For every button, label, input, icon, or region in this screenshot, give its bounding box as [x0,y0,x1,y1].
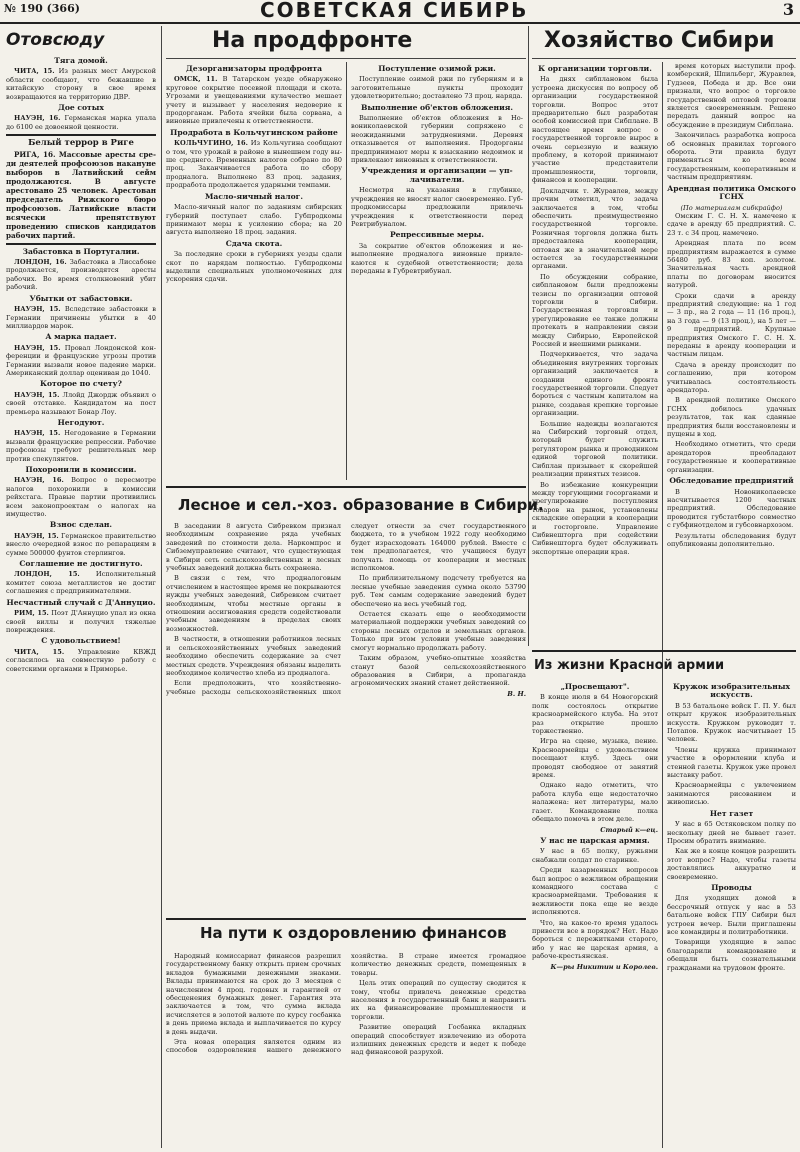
news-item: Забастовка в Португалии. ЛОНДОН, 16. Забастовка в Лиссабоне продолжается, производятся аресты рабочих. Во время столкновений убит рабочий. [6,246,156,292]
lesnoe-title: Лесное и сел.-хоз. образование в Сибири. [178,496,544,514]
news-item: Соглашение не достигнуто. ЛОНДОН, 15. Исполнительный комитет союза металлистов не достиг соглашения с предпринимателями. [6,559,156,596]
armiya-column: „Просвещают". В конце июля в 64 Новогорский полк состоялось открытие красноармейского клуба. На этот раз открытие прошло торжественно. Игра на сцене, музыка, пение. Красноармейцы с удовольствием посещают клуб. Здесь они проводят свободное от занятий время. Однако надо отметить, что работа клуба еще недостаточно налажена: нет литературы, мало газет. Командование полка обещало помочь в этом деле. Старый к—ец. У нас не царская армия. У нас в 65 полку, ружьями снабжали солдат по старинке. Среди казарменных вопросов был вопрос о вежливом обращении командного состава с красноармейцами. Требования к вежливости пока еще не везде исполняются. Что, на какое-то время удалось привести все в порядок? Нет. Надо бороться с пережитками старого, ибо у нас не царская армия, а рабоче-крестьянская. К—ры Никитин и Королев. [532,682,658,971]
news-item: Негодуют. НАУЭН, 15. Негодование в Германии вызвали французские репрессии. Рабочие профсоюзы требуют решительных мер против спекулянтов. [6,417,156,463]
news-item: Несчастный случай с Д'Аннуцио. РИМ, 15. Поэт Д'Аннуцио упал из окна своей виллы и получил тяжелые повреждения. [6,597,156,634]
khozyaistvo-title: Хозяйство Сибири [544,28,775,53]
arenda-column: время которых выступили проф. комберский, Шпильберг, Журавлев, Гудзеев, Победа и др. Все они признали, что вопрос о торговле государственной оптовой торговли является своевременным. Решено передать данный вопрос на обсуждение в президиум Сибплана. Закончилась разработка вопроса об основных правилах торгового оборота. Эти правила будут применяться ко всем государственным, кооперативным и частным предприятиям. Арендная политика Омского ГСНХ (По материалам сибкрайфо) Омским Г. С. Н. Х. намечено к сдаче в аренду 65 предприятий. С. 23 т. с 34 проц. намечено. Арендная плата по всем предприятиям выражается в сумме 56480 руб. 83 коп. золотом. Значительная часть арендной платы по договорам вносится натурой. Сроки сдачи в аренду предприятий следующие: на 1 год — 3 пр., на 2 года — 11 (16 проц.), на 3 года — 9 (13 проц.), на 5 лет — 9 предприятий. Крупные предприятия Омского Г. С. Н. Х. переданы в аренду кооперации и частным лицам. Сдача в аренду происходит по соглашению, при котором учитывалась состоятельность арендатора. В арендной политике Омского ГСНХ добилось удачных результатов, так как сданные предприятия были восстановлены и пущены в ход. Необходимо отметить, что среди арендаторов преобладают государственные и кооперативные организации. Обследование предприятий В Новониколаевске насчитывается 1200 частных предприятий. Обследование проводится губстатбюро совместно с губфинотделом и губсовнархозом. Результаты обследования будут опубликованы дополнительно. [667,62,796,548]
prodfront-column: Дезорганизаторы продфронта ОМСК, 11. В Татарском уезде обнаружено круговое сокрытие посевной площади и скота. Угрозами и увещеваниями кулачество мешает учету и вызывает у населения недоверие к продорганам. Работа ячейки была сорвана, а виновные привлечены к ответственности. Продработа в Кольчугинском районе КОЛЬЧУГИНО, 16. Из Кольчугина сообщают о том, что урожай в районе в нынешнем году выше среднего. Временных налогов собрано по 80 проц. Заканчивается работа по сбору продналога. Выполнено 83 проц. задания, продработа продолжается ударными темпами. Масло-яичный налог. Масло-яичный налог по заданиям сибирских губерний поступает слабо. Губпродкомы принимают меры к усилению сбора; на 20 августа выполнено 18 проц. задания. Сдача скота. За последние сроки в губерниях уезды сдали скот по нарядам полностью. Губпродкомы выделили специальных уполномоченных для ускорения сдачи. [166,64,342,284]
finansy-column: Народный комиссариат финансов разрешил государственному банку открыть прием срочных вкладов бумажными денежными знаками. Вклады принимаются на срок до 3 месяцев с начислением 4 проц. годовых и гарантией от обесценения бумажных денег. Гарантия эта заключается в том, что сумма вклада исчисляется в золотой валюте по курсу госбанка в день приема вклада и выплачивается по курсу в день выдачи. Эта новая операция является одним из способов оздоровления нашего денежного хозяйства. В стране имеется громадное количество денежных средств, помещенных в товары. Цель этих операций по существу сводится к тому, чтобы привлечь денежные средства населения в государственный банк и направить их на финансирование промышленности и торговли. Развитие операций Госбанка вкладных операций способствует извлечению из оборота излишних денежных средств и ведет к победе над финансовой разрухой. [166,952,526,1057]
news-item: С удовольствием! ЧИТА, 15. Управление КВЖД согласилось на совместную работу с советскими органами в Приморье. [6,636,156,673]
lesnoe-signature: В. Н. [507,689,526,698]
newspaper-title: СОВЕТСКАЯ СИБИРЬ [260,0,529,22]
news-item: Белый террор в Риге РИГА, 16. Массовые аресты среди деятелей профсоюзов накануне выборов в Латвийский сейм продолжаются. В августе арестовано 25 человек. Арестован председатель Рижского бюро профсоюзов. Латвийские власти всячески препятствуют проведению списков кандидатов рабочих партий. [6,138,156,240]
kruzhok-column: Кружок изобразительных искусств. В 53 батальоне войск Г. П. У. был открыт кружок изобразительных искусств. Кружком руководит т. Потапов. Кружок насчитывает 15 человек. Члены кружка принимают участие в оформлении клуба и стенной газеты. Кружок уже провел выставку работ. Красноармейцы с увлечением занимаются рисованием и живописью. Нет газет У нас в 65 Остяковском полку по нескольку дней не бывает газет. Просим обратить внимание. Как же в конце концов разрешить этот вопрос? Надо, чтобы газеты доставлялись аккуратно и своевременно. Проводы Для уходящих домой в бессрочный отпуск у нас в 53 батальоне войск ГПУ Сибири был устроен вечер. Были приглашены все командиры и политработники. Товарищи уходящие в запас благодарили командование и обещали быть сознательными гражданами на трудовом фронте. [667,682,796,972]
news-item: Дое сотых НАУЭН, 16. Германская марка упала до 6100 ее довоенной ценности. [6,103,156,131]
rozh-column: Поступление озимой ржи. Поступление озимой ржи по губерниям и в заготовительные пункты проходит удовлетворительно; доставлено 73 проц. наряда. Выполнение об'ектов обложения. Выполнение об'ектов обложения в Новониколаевской губернии сопряжено с неожиданными затруднениями. Деревня отказывается от выполнения. Продорганы предпринимают меры к взысканию недоимок и привлекают виновных к ответственности. Учреждения и организации — уплачиватели. Несмотря на указания в глубинке, учреждения не вносят налог своевременно. Губпродкомиссары предложили привлечь учреждения к ответственности перед Ревтрибуналом. Репрессивные меры. За сокрытие об'ектов обложения и невыполнение продналога виновные привлекаются к судебной ответственности; дела переданы в Губревтрибунал. [351,64,523,275]
masthead [0,0,800,24]
news-item: Убытки от забастовки. НАУЭН, 15. Вследствие забастовки в Германии причинены убытки в 40 миллиардов марок. [6,293,156,330]
news-item: Которое по счету? НАУЭН, 15. Ллойд Джордж объявил о своей отставке. Кандидатом на пост премьера называют Бонар Лоу. [6,379,156,416]
khozyaistvo-column: К организации торговли. На днях сибплановом была устроена дискуссия по вопросу об организации государственной торговли. Вопрос этот предварительно был разработан особой комиссией при Сибплане. В настоящее время вопрос о государственной торговле вырос в очень серьезную и важную проблему, в которой принимают участие представители промышленности, торговли, финансов и кооперации. Докладчик т. Журавлев, между прочим отметил, что задача заключается в том, чтобы обеспечить преимущественно государственной торговле. Розничная торговля должна быть предоставлена кооперации, оптовая же в значительной мере остается за государственными органами. По обсуждении собрание, сибплановом были предложены тезисы по организации оптовой торговли в Сибири. Государственная торговля и урегулирование ее также должны протекать в направлении связи между Сибирью, Европейской Россией и внешними рынками. Подчеркивается, что задача объединения внутренних торговых организаций заключается в создании единого фронта государственной торговли. Следует бороться с частным капиталом на рынке, создавая крепкие торговые организации. Большие надежды возлагаются на Сибирский торговый отдел, который будет служить регулятором рынка и проводником единой торговой политики. Сибплан призывает к скорейшей реализации принятых тезисов. Во избежание конкуренции между торгующими госорганами и урегулирование поступления товаров на рынок, установлены складские операции в кооперации и госторговле. Управление Сибвнешторга при содействии Сибвнешторга будет обслуживать экспортные операции края. [532,64,658,556]
prodfront-title: На продфронте [212,28,413,53]
issue-number: № 190 (366) [4,2,80,15]
lesnoe-column: В заседании 8 августа Сибревком признал необходимым сохранение ряда учебных заведений по стоимости дела. Наркомпрос и Сибземуправление считают, что существующая в Сибири сеть сельскохозяйственных и лесных учебных заведений должна быть сохранена. В связи с тем, что продналоговым отчислением в настоящее время не покрываются нужды учебных заведений, Сибревком считает необходимым, чтобы местные органы в отношении ассигнования средств содействовали учебным заведениям в пределах своих возможностей. В частности, в отношении работников лесных и сельскохозяйственных учебных заведений необходимо обеспечить содержание за счет местных средств. Учреждения обязаны выделить необходимое количество хлеба из продналога. Если предположить, что хозяйственно-учебные расходы сельскохозяйственных школ следует отнести за счет государственного бюджета, то в учебном 1922 году необходимо будет израсходовать 164000 рублей. Вместе с тем предполагается, что учащиеся будут получать помощь от кооперации и местных исполкомов. По приблизительному подсчету требуется на лесные учебные заведения сумма около 53790 руб. Тем самым содержание заведений будет обеспечено на весь учебный год. Остается сказать еще о необходимости материальной поддержки учебных заведений со стороны лесных отделов и земельных органов. Только при этом условии учебные заведения смогут нормально продолжать работу. Таким образом, учебно-опытные хозяйства станут базой сельскохозяйственного образования в Сибири, а пропаганда агрономических знаний станет действенной. В. Н. [166,522,526,698]
news-item: Взнос сделан. НАУЭН, 15. Германское правительство внесло очередной взнос по репарациям в сумме 500000 фунтов стерлингов. [6,520,156,557]
otovsyudu-title: Отовсюду [6,30,105,50]
otovsyudu-column [6,54,156,1146]
news-item: Тяга домой. ЧИТА, 15. Из разных мест Амурской области сообщают, что бежавшие в китайскую сторону в свое время возвращаются на территорию ДВР. [6,56,156,101]
page-number: 3 [782,0,794,19]
news-item: Похоронили в комиссии. НАУЭН, 16. Вопрос о пересмотре налогов похоронили в комиссии рейхстага. Правые партии противились всем законопроектам о налогах на имущество. [6,465,156,519]
news-item: А марка падает. НАУЭН, 15. Провал Лондонской конференции и французские угрозы против Германии вызвали новое падение марки. Американский доллар оцениван до 1040. [6,332,156,377]
finansy-title: На пути к оздоровлению финансов [200,924,507,942]
armiya-title-display: Из жизни Красной армии [534,658,725,673]
